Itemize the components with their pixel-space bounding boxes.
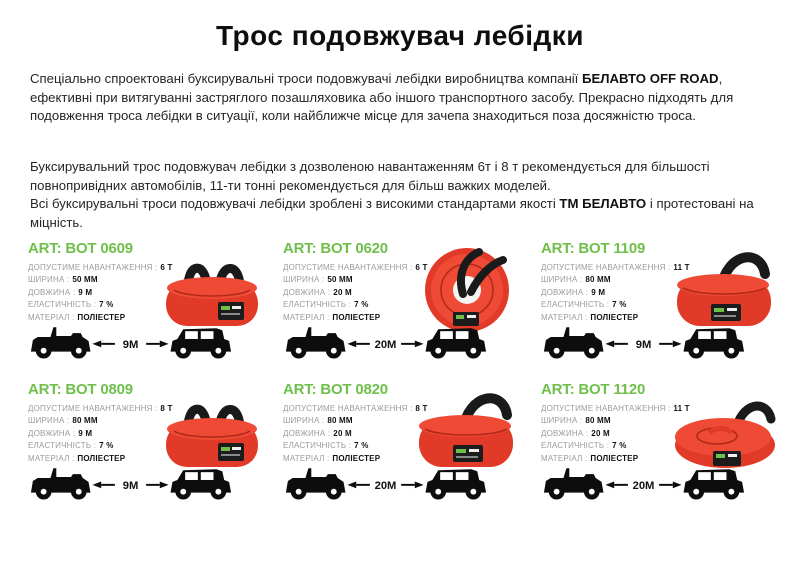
distance-label: 20М (374, 479, 397, 492)
spec-value: ПОЛІЕСТЕР (77, 312, 126, 322)
art-number: ART: BOT 1109 (541, 240, 646, 257)
spec-value: 80 ММ (327, 416, 353, 426)
spec-value: 8 Т (160, 404, 173, 413)
distance-label: 9М (635, 338, 652, 351)
spec-label: ДОПУСТИМЕ НАВАНТАЖЕННЯ : (283, 263, 413, 272)
spec-value: ПОЛІЕСТЕР (590, 453, 639, 463)
spec-value: 11 Т (673, 404, 690, 413)
spec-label: МАТЕРІАЛ : (541, 453, 588, 463)
spec-value: ПОЛІЕСТЕР (332, 312, 381, 322)
spec-label: ДОВЖИНА : (541, 428, 589, 438)
suv-icon (426, 328, 487, 358)
spec-value: 7 % (99, 441, 114, 451)
spec-label: ШИРИНА : (541, 275, 583, 285)
art-number: ART: BOT 0620 (283, 240, 388, 257)
spec-value: 6 Т (415, 263, 428, 272)
spec-value: 7 % (99, 300, 114, 310)
intro-text: Спеціально спроектовані буксирувальні троси подовжувачі лебідки виробництва компанії (30, 71, 582, 86)
spec-value: 50 ММ (72, 275, 98, 285)
spec-value: 80 ММ (72, 416, 98, 426)
suv-icon (171, 469, 232, 499)
spec-label: ДОПУСТИМЕ НАВАНТАЖЕННЯ : (28, 263, 158, 272)
spec-label: МАТЕРІАЛ : (283, 312, 330, 322)
intro-text: Всі буксирувальні троси подовжувачі лебідки зроблені з високими стандартами якості (30, 196, 560, 212)
spec-value: 7 % (612, 441, 627, 451)
product-card (28, 240, 276, 380)
jeep-icon (31, 468, 91, 499)
spec-label: МАТЕРІАЛ : (541, 312, 588, 322)
spec-value: 20 М (333, 428, 352, 438)
spec-value: 9 М (78, 287, 93, 297)
art-number: ART: BOT 0820 (283, 381, 388, 398)
distance-label: 9М (122, 479, 139, 492)
distance-diagram (28, 455, 233, 503)
spec-value: 9 М (591, 287, 606, 297)
jeep-icon (286, 468, 346, 499)
spec-value: ПОЛІЕСТЕР (590, 312, 639, 322)
spec-label: МАТЕРІАЛ : (283, 453, 330, 463)
spec-value: 8 Т (415, 404, 428, 413)
art-number: ART: BOT 0809 (28, 381, 133, 398)
spec-value: 80 ММ (585, 275, 611, 285)
product-card (283, 240, 531, 380)
art-number: ART: BOT 1120 (541, 381, 646, 398)
intro-text: , ефективні при витягуванні застряглого позашляховика або іншого транспортного засобу. Прекрасно підходять для подовження троса лебідки в ситуації, коли найближче місце для зачепа знаходиться поза досяжністю троса. (30, 71, 734, 124)
spec-label: ШИРИНА : (283, 275, 325, 285)
spec-value: 7 % (354, 300, 369, 310)
spec-label: ЕЛАСТИЧНІСТЬ : (541, 300, 610, 310)
spec-value: 80 ММ (585, 416, 611, 426)
suv-icon (684, 328, 745, 358)
spec-label: ДОПУСТИМЕ НАВАНТАЖЕННЯ : (541, 404, 671, 413)
product-card (541, 381, 789, 521)
spec-label: ШИРИНА : (283, 416, 325, 426)
intro-text: і протестовані на міцність. (30, 196, 754, 230)
jeep-icon (31, 327, 91, 358)
distance-diagram (283, 314, 488, 362)
jeep-icon (544, 327, 604, 358)
spec-label: ЕЛАСТИЧНІСТЬ : (28, 441, 97, 451)
spec-value: 20 М (591, 428, 610, 438)
distance-label: 20М (374, 338, 397, 351)
spec-label: ДОВЖИНА : (28, 287, 76, 297)
spec-label: ДОПУСТИМЕ НАВАНТАЖЕННЯ : (283, 404, 413, 413)
distance-label: 9М (122, 338, 139, 351)
product-card (541, 240, 789, 380)
spec-label: ШИРИНА : (28, 416, 70, 426)
jeep-icon (286, 327, 346, 358)
spec-value: 6 Т (160, 263, 173, 272)
spec-value: 7 % (612, 300, 627, 310)
spec-value: 7 % (354, 441, 369, 451)
spec-label: ЕЛАСТИЧНІСТЬ : (541, 441, 610, 451)
spec-label: ДОВЖИНА : (283, 287, 331, 297)
spec-value: 9 М (78, 428, 93, 438)
art-number: ART: BOT 0609 (28, 240, 133, 257)
spec-label: ЕЛАСТИЧНІСТЬ : (283, 300, 352, 310)
suv-icon (426, 469, 487, 499)
suv-icon (684, 469, 745, 499)
product-card (28, 381, 276, 521)
spec-value: 11 Т (673, 263, 690, 272)
spec-label: ДОПУСТИМЕ НАВАНТАЖЕННЯ : (28, 404, 158, 413)
page-title: Трос подовжувач лебідки (216, 20, 584, 51)
spec-label: ДОВЖИНА : (541, 287, 589, 297)
spec-label: ДОВЖИНА : (283, 428, 331, 438)
spec-label: ШИРИНА : (541, 416, 583, 426)
suv-icon (171, 328, 232, 358)
spec-value: 50 ММ (327, 275, 353, 285)
intro-text: Буксирувальний трос подовжувач лебідки з дозволеною навантаженням 6т і 8 т рекомендується для більшості повнопривідних автомобілів, 11-ти тонні рекомендується для більш важких моделей. (30, 159, 710, 193)
brand-name: БЕЛАВТО OFF ROAD (581, 71, 719, 86)
distance-diagram (28, 314, 233, 362)
spec-value: ПОЛІЕСТЕР (77, 453, 126, 463)
spec-value: 20 М (333, 287, 352, 297)
brand-name: ТМ БЕЛАВТО (559, 196, 647, 212)
spec-label: МАТЕРІАЛ : (28, 453, 75, 463)
distance-label: 20М (632, 479, 655, 492)
distance-diagram (541, 314, 746, 362)
distance-diagram (283, 455, 488, 503)
spec-label: ЕЛАСТИЧНІСТЬ : (28, 300, 97, 310)
product-card (283, 381, 531, 521)
distance-diagram (541, 455, 746, 503)
spec-label: ДОВЖИНА : (28, 428, 76, 438)
spec-label: МАТЕРІАЛ : (28, 312, 75, 322)
spec-label: ЕЛАСТИЧНІСТЬ : (283, 441, 352, 451)
spec-label: ШИРИНА : (28, 275, 70, 285)
spec-value: ПОЛІЕСТЕР (332, 453, 381, 463)
jeep-icon (544, 468, 604, 499)
spec-label: ДОПУСТИМЕ НАВАНТАЖЕННЯ : (541, 263, 671, 272)
